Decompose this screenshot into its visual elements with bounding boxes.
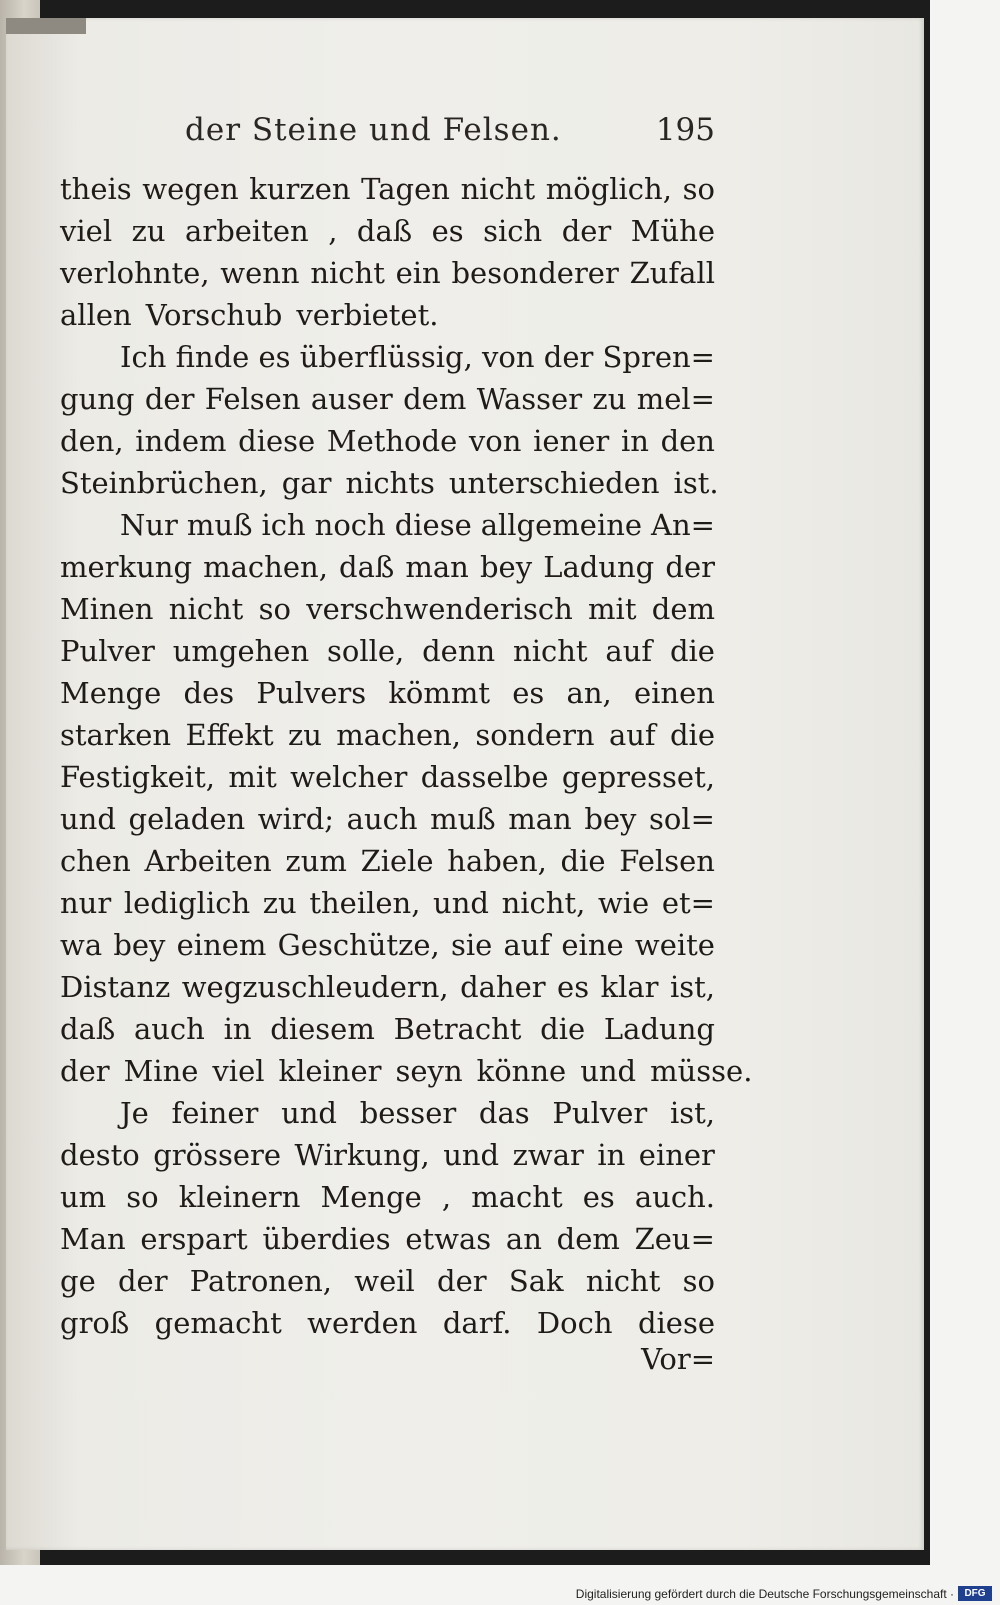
word: so [682,172,715,206]
word: Je [120,1096,149,1130]
word: daß [60,1012,116,1046]
text-line [60,546,715,588]
word: sie [450,928,493,962]
text-line [60,840,715,882]
word: nichts [345,466,435,500]
text-line [60,714,715,756]
dfg-logo: DFG [958,1586,992,1601]
word: geladen [128,802,246,836]
word: sol= [649,802,715,836]
text-line [60,924,715,966]
text-line [60,1008,715,1050]
word: theis [60,172,132,206]
word: und [443,1138,500,1172]
word: Pulvers [256,676,367,710]
word: dem [403,382,467,416]
word: gemacht [154,1306,282,1340]
catchword: Vor= [641,1342,715,1376]
word: auser [310,382,393,416]
word: zu [262,886,297,920]
word: möglich, [545,172,672,206]
word: daß [339,550,395,584]
word: seyn [395,1054,463,1088]
word: haben, [447,844,547,878]
word: der [437,1264,487,1298]
word: gar [281,466,332,500]
word: und [433,886,489,920]
page-header [60,112,715,162]
word: und [60,802,116,836]
text-line [60,462,719,504]
word: dem [556,1222,620,1256]
word: nur [60,886,112,920]
text-line [60,588,715,630]
word: diese [637,1306,715,1340]
word: weil [354,1264,415,1298]
word: Arbeiten [144,844,272,878]
word: Felsen [204,382,301,416]
text-line [60,756,715,798]
word: Geschütze, [277,928,440,962]
word: denn [422,634,496,668]
word: welcher [290,760,408,794]
word: so [682,1264,715,1298]
word: macht [471,1180,563,1214]
word: sondern [475,718,595,752]
word: Sak [508,1264,564,1298]
running-head: der Steine und Felsen. [185,112,562,148]
word: Pulver [60,634,155,668]
word: es [582,1180,615,1214]
word: nicht [585,1264,661,1298]
word: chen [60,844,131,878]
word: Minen [60,592,154,626]
word: Steinbrüchen, [60,466,268,500]
word: Distanz [60,970,171,1004]
word: in [597,1138,626,1172]
word: die [669,718,715,752]
word: die [560,844,606,878]
word: klar [600,970,659,1004]
word: könne [476,1054,567,1088]
word: besser [359,1096,457,1130]
word: Menge [60,676,162,710]
word: auch [133,1012,205,1046]
word: der [117,1264,168,1298]
word: darf. [442,1306,512,1340]
word: Mine [123,1054,199,1088]
word: man [405,550,469,584]
text-line [60,210,715,252]
word: auf [503,928,551,962]
word: sich [483,214,543,248]
word: machen, [203,550,328,584]
text-line [60,966,715,1008]
word: zu [287,718,322,752]
text-line [60,1218,715,1260]
word: noch [314,508,386,542]
word: muß [430,802,496,836]
word: Menge [320,1180,422,1214]
word: Effekt [185,718,274,752]
word: unterschieden [448,466,660,500]
word: etwas [405,1222,492,1256]
text-line [60,336,715,378]
text-line [60,630,715,672]
word: der [543,340,594,374]
word: nicht [168,592,244,626]
word: kleiner [278,1054,382,1088]
word: mel= [636,382,715,416]
word: groß [60,1306,130,1340]
word: einen [633,676,715,710]
text-line [60,1092,715,1134]
word: nicht [513,634,588,668]
word: einem [176,928,267,962]
word: und [580,1054,637,1088]
word: allgemeine [480,508,643,542]
word: zu [592,382,627,416]
word: grössere [153,1138,282,1172]
word: Ziele [360,844,434,878]
word: wegzuschleudern, [181,970,449,1004]
word: wa [60,928,103,962]
word: Betracht [393,1012,522,1046]
word: merkung [60,550,193,584]
word: es [258,340,291,374]
body-text [60,168,753,1344]
word: Ich [120,340,167,374]
word: ge [60,1264,96,1298]
word: werden [307,1306,418,1340]
word: dem [651,592,715,626]
word: kömmt [388,676,491,710]
word: machen, [336,718,461,752]
word: der [561,214,612,248]
word: Pulver [552,1096,648,1130]
word: überdies [262,1222,391,1256]
word: auf [608,718,656,752]
word: iener [533,424,610,458]
word: verschwenderisch [306,592,573,626]
word: ist. [673,466,719,500]
word: desto [60,1138,140,1172]
word: an, [566,676,612,710]
word: viel [212,1054,265,1088]
word: Nur [120,508,178,542]
word: so [126,1180,159,1214]
text-line [60,1134,715,1176]
word: Spren= [602,340,715,374]
text-line [60,1176,715,1218]
text-line [60,378,715,420]
word: , [441,1180,452,1214]
word: bey [479,550,533,584]
word: Zeu= [634,1222,715,1256]
word: und [281,1096,337,1130]
word: allen [60,298,132,332]
word: Ladung [603,1012,715,1046]
word: nicht, [501,886,586,920]
word: Ladung [543,550,655,584]
text-line [60,1050,753,1092]
word: besonderer [451,256,619,290]
word: diesem [270,1012,375,1046]
word: viel [60,214,113,248]
word: von [482,340,535,374]
word: den, [60,424,124,458]
word: in [620,424,649,458]
word: zum [285,844,347,878]
word: Vorschub [145,298,283,332]
word: der [60,1054,110,1088]
funding-credit: Digitalisierung gefördert durch die Deutsche Forschungsgemeinschaft · [575,1587,954,1601]
word: bey [113,928,166,962]
word: der [665,550,715,584]
word: arbeiten [185,214,309,248]
page-number: 195 [655,112,715,148]
word: ist, [669,1096,715,1130]
word: dasselbe [420,760,549,794]
word: Wirkung, [294,1138,430,1172]
word: wenn [220,256,300,290]
word: ein [395,256,441,290]
page-corner-strip [6,18,86,34]
word: des [183,676,235,710]
word: müsse. [650,1054,753,1088]
word: auch [346,802,418,836]
word: es [431,214,464,248]
word: diese [238,424,316,458]
word: zu [131,214,166,248]
word: das [478,1096,530,1130]
word: ist, [669,970,715,1004]
word: mit [588,592,637,626]
word: der [144,382,195,416]
word: Doch [536,1306,613,1340]
word: Festigkeit, [60,760,215,794]
word: bey [584,802,637,836]
word: Wasser [476,382,583,416]
word: den [660,424,715,458]
text-line [60,294,715,336]
word: kurzen [249,172,351,206]
word: zwar [512,1138,584,1172]
word: et= [661,886,715,920]
text-line [60,504,715,546]
word: Methode [326,424,458,458]
text-line [60,798,715,840]
word: einer [638,1138,715,1172]
word: verbietet. [296,298,439,332]
word: finde [175,340,250,374]
word: wegen [142,172,239,206]
word: feiner [171,1096,259,1130]
word: Mühe [630,214,715,248]
text-line [60,1260,715,1302]
text-line [60,420,715,462]
word: so [258,592,291,626]
word: wird; [257,802,335,836]
word: diese [394,508,472,542]
word: lediglich [123,886,251,920]
word: die [669,634,715,668]
word: starken [60,718,172,752]
word: An= [651,508,715,542]
word: man [508,802,572,836]
word: auf [605,634,653,668]
text-line [60,672,715,714]
word: von [468,424,522,458]
word: es [557,970,590,1004]
word: verlohnte, [60,256,210,290]
word: kleinern [178,1180,301,1214]
word: solle, [326,634,405,668]
word: Felsen [619,844,715,878]
word: nicht [310,256,385,290]
word: daß [356,214,413,248]
word: mit [228,760,277,794]
word: in [223,1012,252,1046]
word: überflüssig, [299,340,473,374]
word: Zufall [629,256,715,290]
text-line [60,168,715,210]
word: Tagen [361,172,450,206]
word: daher [460,970,546,1004]
word: erspart [140,1222,248,1256]
word: theilen, [309,886,421,920]
word: ich [261,508,306,542]
word: gepresset, [561,760,715,794]
word: indem [135,424,227,458]
word: Patronen, [189,1264,333,1298]
word: es [512,676,545,710]
word: umgehen [172,634,310,668]
word: Man [60,1222,126,1256]
word: wie [597,886,650,920]
text-line [60,252,715,294]
word: eine [561,928,624,962]
word: , [328,214,338,248]
word: nicht [460,172,536,206]
word: an [505,1222,542,1256]
word: die [540,1012,586,1046]
word: gung [60,382,135,416]
text-line [60,882,715,924]
word: weite [634,928,715,962]
word: muß [186,508,253,542]
word: auch. [634,1180,715,1214]
word: um [60,1180,107,1214]
